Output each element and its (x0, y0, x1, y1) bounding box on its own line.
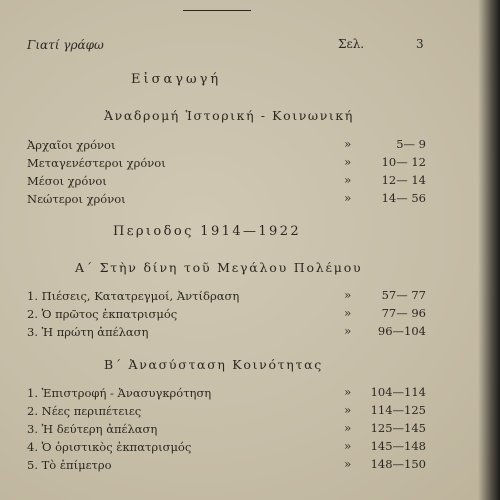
toc-entry-pages: 10— 12 (381, 155, 426, 169)
subheading-great-war: Α΄ Στὴν δίνη τοῦ Μεγάλου Πολέμου (75, 260, 363, 275)
subheading-reconstitution: Β΄ Ἀνασύσταση Κοινότητας (104, 357, 323, 372)
section-heading-introduction: Εἰσαγωγή (131, 72, 222, 87)
ditto-marker: » (344, 324, 352, 338)
toc-entry-title: Μεταγενέστεροι χρόνοι (27, 156, 166, 170)
toc-entry-pages: 5— 9 (396, 137, 426, 151)
toc-entry-title: 3. Ἡ πρώτη ἀπέλαση (27, 325, 149, 339)
toc-entry-title: 1. Πιέσεις, Κατατρεγμοί, Ἀντίδραση (27, 289, 240, 303)
ditto-marker: » (344, 403, 352, 417)
intro-title: Γιατί γράφω (27, 38, 104, 52)
toc-entry-title: 1. Ἐπιστροφή - Ἀνασυγκρότηση (27, 386, 212, 400)
toc-entry-pages: 114—125 (370, 403, 426, 417)
subheading-history: Ἀναδρομή Ἱστορική - Κοινωνική (104, 108, 354, 123)
toc-entry-pages: 77— 96 (381, 306, 426, 320)
toc-entry-title: 3. Ἡ δεύτερη ἀπέλαση (27, 422, 158, 436)
toc-entry-title: Ἀρχαῖοι χρόνοι (27, 138, 116, 152)
toc-entry-title: Μέσοι χρόνοι (27, 174, 107, 188)
toc-entry-pages: 104—114 (370, 385, 426, 399)
toc-entry-title: 5. Τὸ ἐπίμετρο (27, 458, 112, 472)
ditto-marker: » (344, 421, 352, 435)
toc-entry-pages: 148—150 (370, 457, 426, 471)
ditto-marker: » (344, 439, 352, 453)
ditto-marker: » (344, 137, 352, 151)
top-rule (183, 10, 251, 11)
toc-entry-pages: 145—148 (370, 439, 426, 453)
toc-entry-title: 2. Ὁ πρῶτος ἐκπατρισμός (27, 307, 178, 321)
toc-entry-title: 4. Ὁ ὁριστικὸς ἐκπατρισμός (27, 440, 192, 454)
toc-entry-title: Νεώτεροι χρόνοι (27, 192, 126, 206)
ditto-marker: » (344, 306, 352, 320)
toc-entry-title: 2. Νέες περιπέτειες (27, 404, 142, 418)
toc-entry-pages: 125—145 (370, 421, 426, 435)
toc-entry-pages: 12— 14 (381, 173, 426, 187)
ditto-marker: » (344, 288, 352, 302)
section-heading-period: Περιοδος 1914—1922 (113, 224, 302, 239)
toc-entry-pages: 96—104 (377, 324, 426, 338)
ditto-marker: » (344, 385, 352, 399)
ditto-marker: » (344, 457, 352, 471)
intro-page-number: 3 (416, 37, 424, 51)
toc-entry-pages: 57— 77 (381, 288, 426, 302)
toc-entry-pages: 14— 56 (381, 191, 426, 205)
page-label: Σελ. (338, 37, 365, 51)
ditto-marker: » (344, 191, 352, 205)
ditto-marker: » (344, 155, 352, 169)
ditto-marker: » (344, 173, 352, 187)
page-edge-shadow (478, 0, 500, 500)
